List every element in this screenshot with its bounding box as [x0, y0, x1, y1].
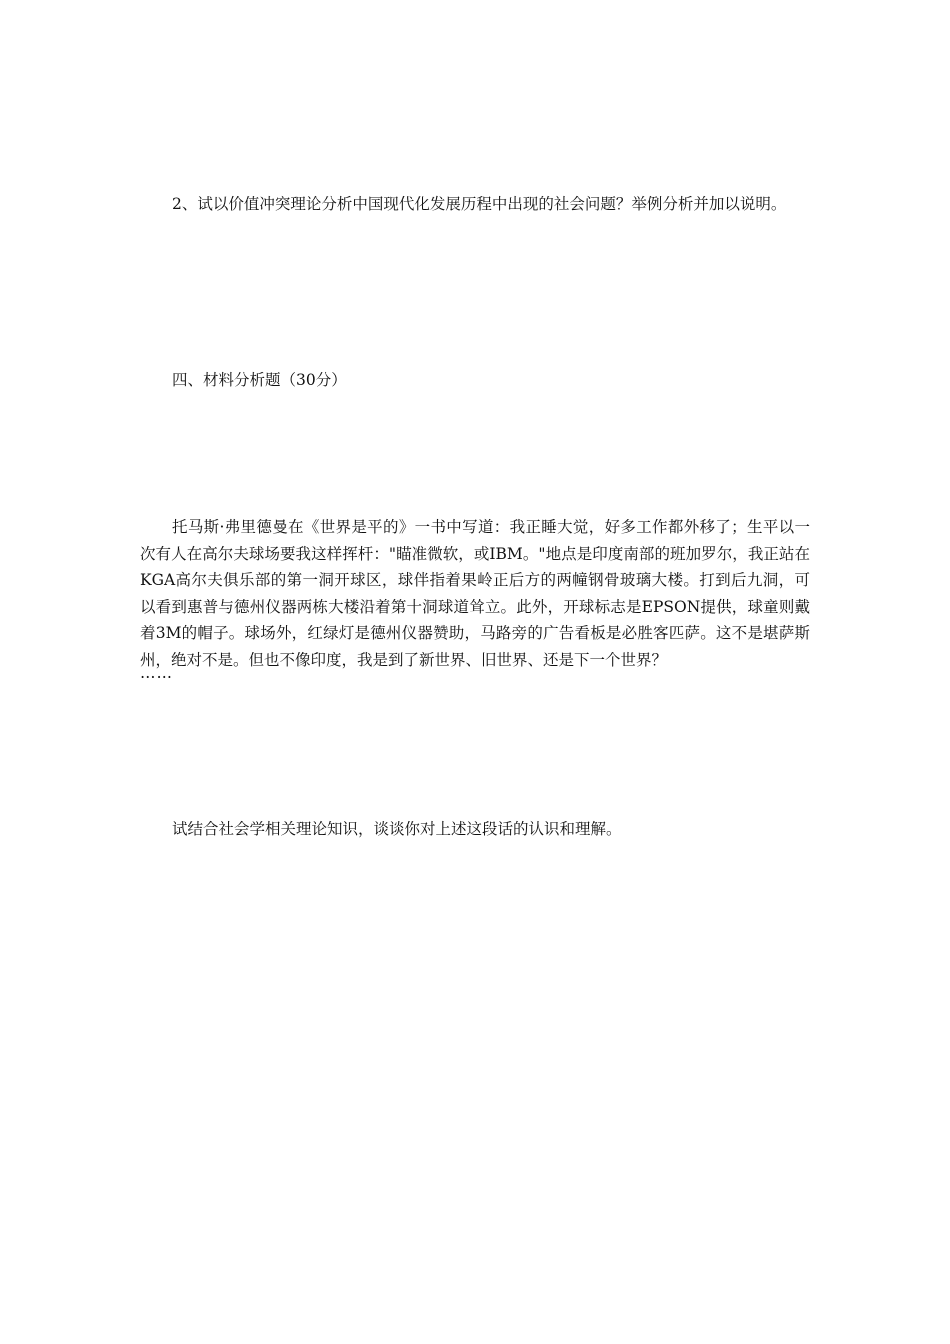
material-ellipsis: ……: [140, 664, 173, 682]
question-2-text: 2、试以价值冲突理论分析中国现代化发展历程中出现的社会问题？举例分析并加以说明。: [172, 195, 787, 213]
question-prompt-text: 试结合社会学相关理论知识，谈谈你对上述这段话的认识和理解。: [172, 820, 622, 838]
material-paragraph: 托马斯·弗里德曼在《世界是平的》一书中写道：我正睡大觉，好多工作都外移了；生平以一次有人在高尔夫球场要我这样挥杆："瞄准微软，或IBM。"地点是印度南部的班加罗尔，我正站在KGA高尔夫俱乐部的第一洞开球区，球伴指着果岭正后方的两幢钢骨玻璃大楼。打到后九洞，可以看到惠普与德州仪器两栋大楼沿着第十洞球道耸立。此外，开球标志是EPSON提供，球童则戴着3M的帽子。球场外，红绿灯是德州仪器赞助，马路旁的广告看板是必胜客匹萨。这不是堪萨斯州，绝对不是。但也不像印度，我是到了新世界、旧世界、还是下一个世界？: [140, 518, 810, 669]
section-4-heading: 四、材料分析题（30分）: [172, 371, 347, 389]
